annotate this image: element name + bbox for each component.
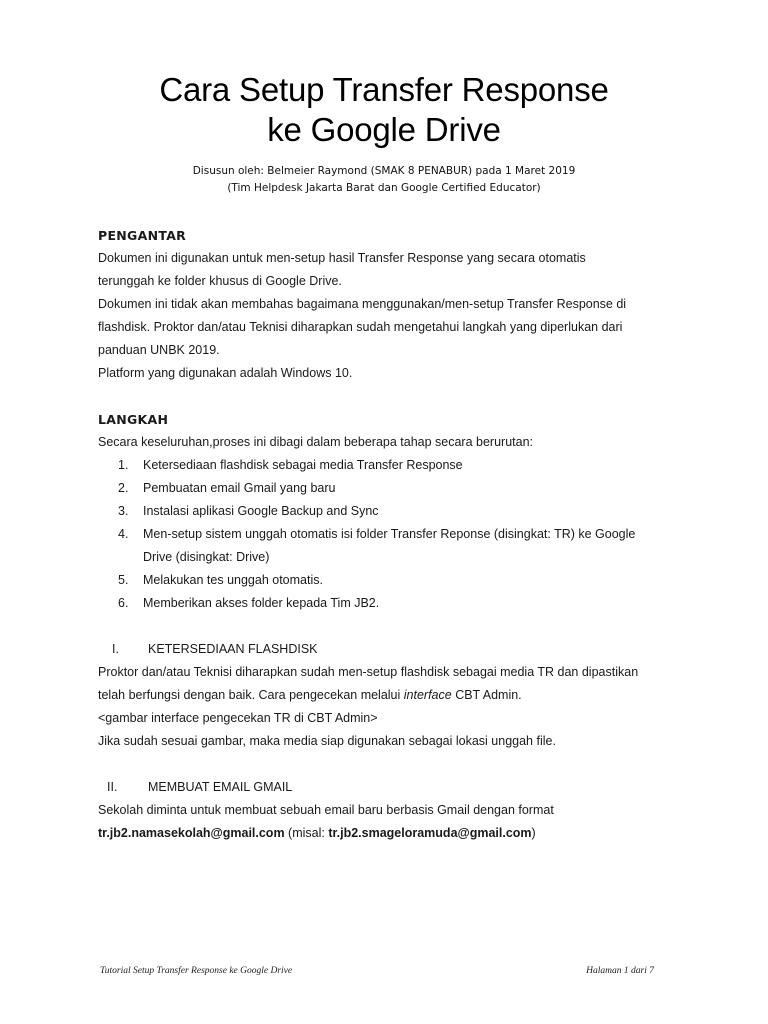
list-item	[98, 454, 678, 477]
title-line-1: Cara Setup Transfer Response	[159, 71, 609, 108]
list-text: Melakukan tes unggah otomatis.	[143, 573, 323, 587]
title-line-2: ke Google Drive	[267, 111, 501, 148]
paragraph: Proktor dan/atau Teknisi diharapkan sudah men-setup flashdisk sebagai media TR dan dipastikan	[98, 665, 639, 679]
list-item	[98, 477, 678, 500]
list-number: 4.	[118, 527, 129, 541]
list-text: Drive (disingkat: Drive)	[143, 550, 270, 564]
paragraph: terunggah ke folder khusus di Google Drive.	[98, 274, 342, 288]
list-text: Instalasi aplikasi Google Backup and Sync	[143, 504, 379, 518]
footer-doc-title: Tutorial Setup Transfer Response ke Google Drive	[100, 966, 293, 976]
section-title: MEMBUAT EMAIL GMAIL	[148, 780, 293, 794]
list-item	[98, 569, 678, 592]
paragraph: Dokumen ini digunakan untuk men-setup hasil Transfer Response yang secara otomatis	[98, 251, 586, 265]
list-text: Memberikan akses folder kepada Tim JB2.	[143, 596, 380, 610]
section-number: I.	[112, 642, 119, 656]
paragraph: Sekolah diminta untuk membuat sebuah email baru berbasis Gmail dengan format	[98, 803, 554, 817]
list-number: 6.	[118, 596, 129, 610]
text-run: telah berfungsi dengan baik. Cara pengecekan melalui	[98, 688, 404, 702]
list-text: Ketersediaan flashdisk sebagai media Transfer Response	[143, 458, 463, 472]
paragraph: flashdisk. Proktor dan/atau Teknisi diharapkan sudah mengetahui langkah yang diperlukan dari	[98, 320, 623, 334]
image-placeholder-text: <gambar interface pengecekan TR di CBT Admin>	[98, 711, 378, 725]
steps-list	[98, 454, 678, 615]
spacer	[98, 385, 678, 408]
paragraph	[98, 822, 678, 845]
text-run: (misal:	[284, 826, 329, 840]
author-byline	[0, 163, 768, 197]
list-text: Men-setup sistem unggah otomatis isi folder Transfer Reponse (disingkat: TR) ke Google	[143, 527, 636, 541]
document-body	[98, 224, 678, 845]
section-heading-email	[98, 776, 678, 799]
italic-term: interface	[403, 688, 452, 702]
paragraph: Dokumen ini tidak akan membahas bagaimana menggunakan/men-setup Transfer Response di	[98, 297, 627, 311]
list-number: 5.	[118, 573, 129, 587]
spacer	[98, 615, 678, 638]
paragraph: Platform yang digunakan adalah Windows 10.	[98, 366, 353, 380]
byline-team: (Tim Helpdesk Jakarta Barat dan Google Certified Educator)	[227, 182, 541, 194]
list-item	[98, 523, 678, 569]
paragraph: panduan UNBK 2019.	[98, 343, 220, 357]
section-heading-langkah: LANGKAH	[98, 412, 169, 427]
section-number: II.	[107, 780, 118, 794]
section-title: KETERSEDIAAN FLASHDISK	[148, 642, 318, 656]
paragraph: Secara keseluruhan,proses ini dibagi dalam beberapa tahap secara berurutan:	[98, 435, 534, 449]
list-number: 3.	[118, 504, 129, 518]
byline-author: Disusun oleh: Belmeier Raymond (SMAK 8 PENABUR) pada 1 Maret 2019	[192, 165, 576, 177]
footer-page-number: Halaman 1 dari 7	[586, 966, 654, 976]
document-title	[0, 70, 768, 150]
spacer	[98, 753, 678, 776]
list-number: 2.	[118, 481, 129, 495]
section-heading-pengantar: PENGANTAR	[98, 228, 187, 243]
list-item	[98, 500, 678, 523]
paragraph	[98, 684, 678, 707]
list-item	[98, 592, 678, 615]
text-run: CBT Admin.	[451, 688, 522, 702]
email-format: tr.jb2.namasekolah@gmail.com	[98, 826, 285, 840]
text-run: )	[531, 826, 536, 840]
list-number: 1.	[118, 458, 129, 472]
list-text: Pembuatan email Gmail yang baru	[143, 481, 336, 495]
paragraph: Jika sudah sesuai gambar, maka media siap digunakan sebagai lokasi unggah file.	[98, 734, 556, 748]
email-example: tr.jb2.smageloramuda@gmail.com	[328, 826, 532, 840]
section-heading-flashdisk	[98, 638, 678, 661]
